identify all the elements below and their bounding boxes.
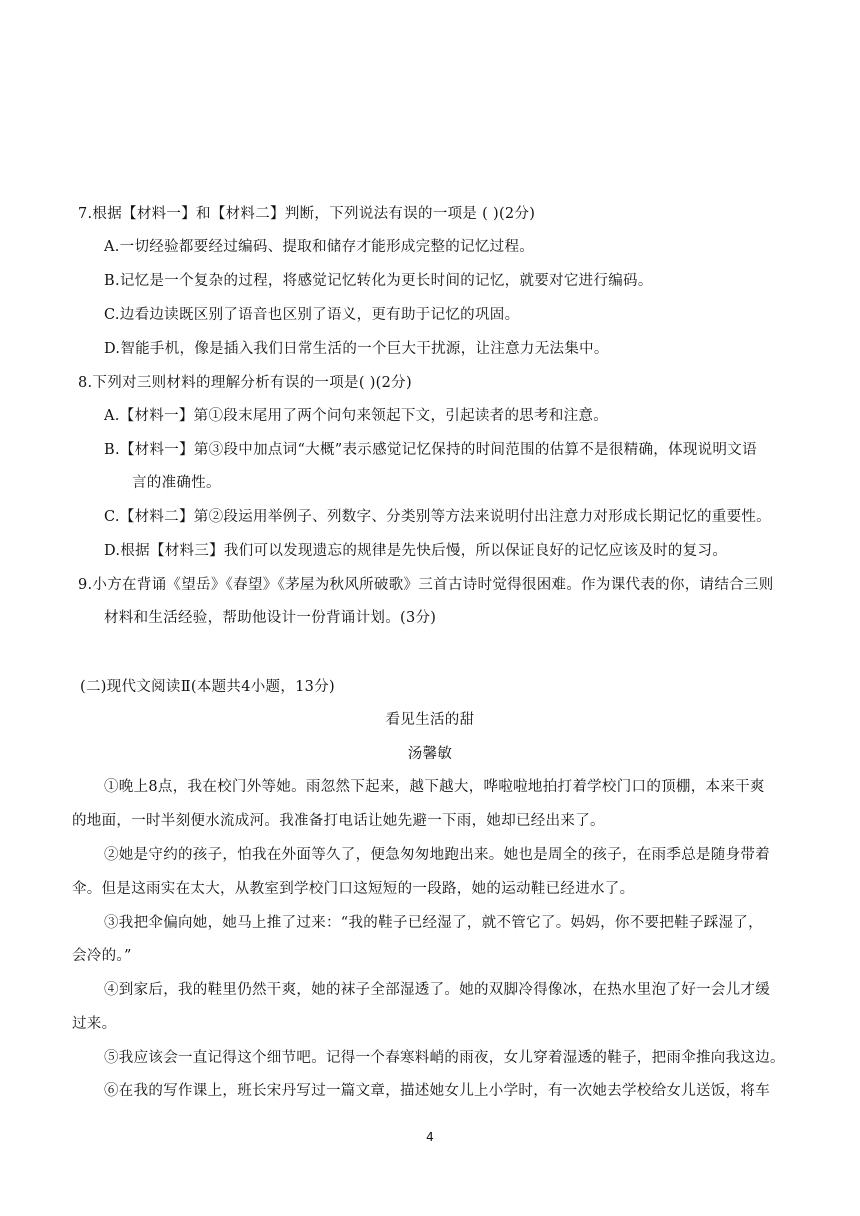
q9-line1: 9.小方在背诵《望岳》《春望》《茅屋为秋风所破歌》三首古诗时觉得很困难。作为课代表的你，请结合三则 bbox=[78, 577, 774, 593]
q8-option-b-line2: 言的准确性。 bbox=[132, 475, 221, 491]
paragraph-6-line1: ⑥在我的写作课上，班长宋丹写过一篇文章，描述她女儿上小学时，有一次她去学校给女儿送饭，将车 bbox=[104, 1083, 770, 1099]
q8-stem: 8.下列对三则材料的理解分析有误的一项是( )(2分) bbox=[78, 375, 412, 391]
paragraph-3-line1: ③我把伞偏向她，她马上推了过来：“我的鞋子已经湿了，就不管它了。妈妈，你不要把鞋子踩湿了， bbox=[104, 915, 763, 931]
article-title: 看见生活的甜 bbox=[385, 712, 475, 728]
paragraph-1-line2: 的地面，一时半刻便水流成河。我准备打电话让她先避一下雨，她却已经出来了。 bbox=[72, 813, 605, 829]
section-heading: (二)现代文阅读Ⅱ(本题共4小题，13分) bbox=[80, 679, 335, 695]
q8-option-a: A.【材料一】第①段末尾用了两个问句来领起下文，引起读者的思考和注意。 bbox=[104, 408, 609, 424]
paragraph-4-line1: ④到家后，我的鞋里仍然干爽，她的袜子全部湿透了。她的双脚冷得像冰，在热水里泡了好一会儿才缓 bbox=[104, 982, 770, 998]
paragraph-4-line2: 过来。 bbox=[72, 1016, 117, 1032]
q8-option-d: D.根据【材料三】我们可以发现遗忘的规律是先快后慢，所以保证良好的记忆应该及时的复习。 bbox=[104, 543, 728, 559]
q7-option-b: B.记忆是一个复杂的过程，将感觉记忆转化为更长时间的记忆，就要对它进行编码。 bbox=[104, 273, 653, 289]
page-number: 4 bbox=[426, 1130, 434, 1144]
paragraph-3-line2: 会冷的。” bbox=[72, 948, 132, 964]
paragraph-1-line1: ①晚上8点，我在校门外等她。雨忽然下起来，越下越大，哗啦啦地拍打着学校门口的顶棚，本来干爽 bbox=[104, 779, 765, 795]
q8-option-b-line1: B.【材料一】第③段中加点词“大概”表示感觉记忆保持的时间范围的估算不是很精确，体现说明文语 bbox=[104, 442, 757, 458]
article-author: 汤馨敏 bbox=[407, 746, 453, 762]
q7-stem: 7.根据【材料一】和【材料二】判断，下列说法有误的一项是 ( )(2分) bbox=[78, 206, 536, 222]
q7-option-c: C.边看边读既区别了语音也区别了语义，更有助于记忆的巩固。 bbox=[104, 307, 520, 323]
paragraph-2-line1: ②她是守约的孩子，怕我在外面等久了，便急匆匆地跑出来。她也是周全的孩子，在雨季总是随身带着 bbox=[104, 847, 770, 863]
q8-option-c: C.【材料二】第②段运用举例子、列数字、分类别等方法来说明付出注意力对形成长期记忆的重要性。 bbox=[104, 509, 771, 525]
paragraph-5: ⑤我应该会一直记得这个细节吧。记得一个春寒料峭的雨夜，女儿穿着湿透的鞋子，把雨伞推向我这边。 bbox=[104, 1050, 785, 1066]
paragraph-2-line2: 伞。但是这雨实在太大，从教室到学校门口这短短的一段路，她的运动鞋已经进水了。 bbox=[72, 881, 635, 897]
q7-option-a: A.一切经验都要经过编码、提取和储存才能形成完整的记忆过程。 bbox=[104, 239, 535, 255]
q7-option-d: D.智能手机，像是插入我们日常生活的一个巨大干扰源，让注意力无法集中。 bbox=[104, 341, 609, 357]
q9-line2: 材料和生活经验，帮助他设计一份背诵计划。(3分) bbox=[104, 610, 437, 626]
